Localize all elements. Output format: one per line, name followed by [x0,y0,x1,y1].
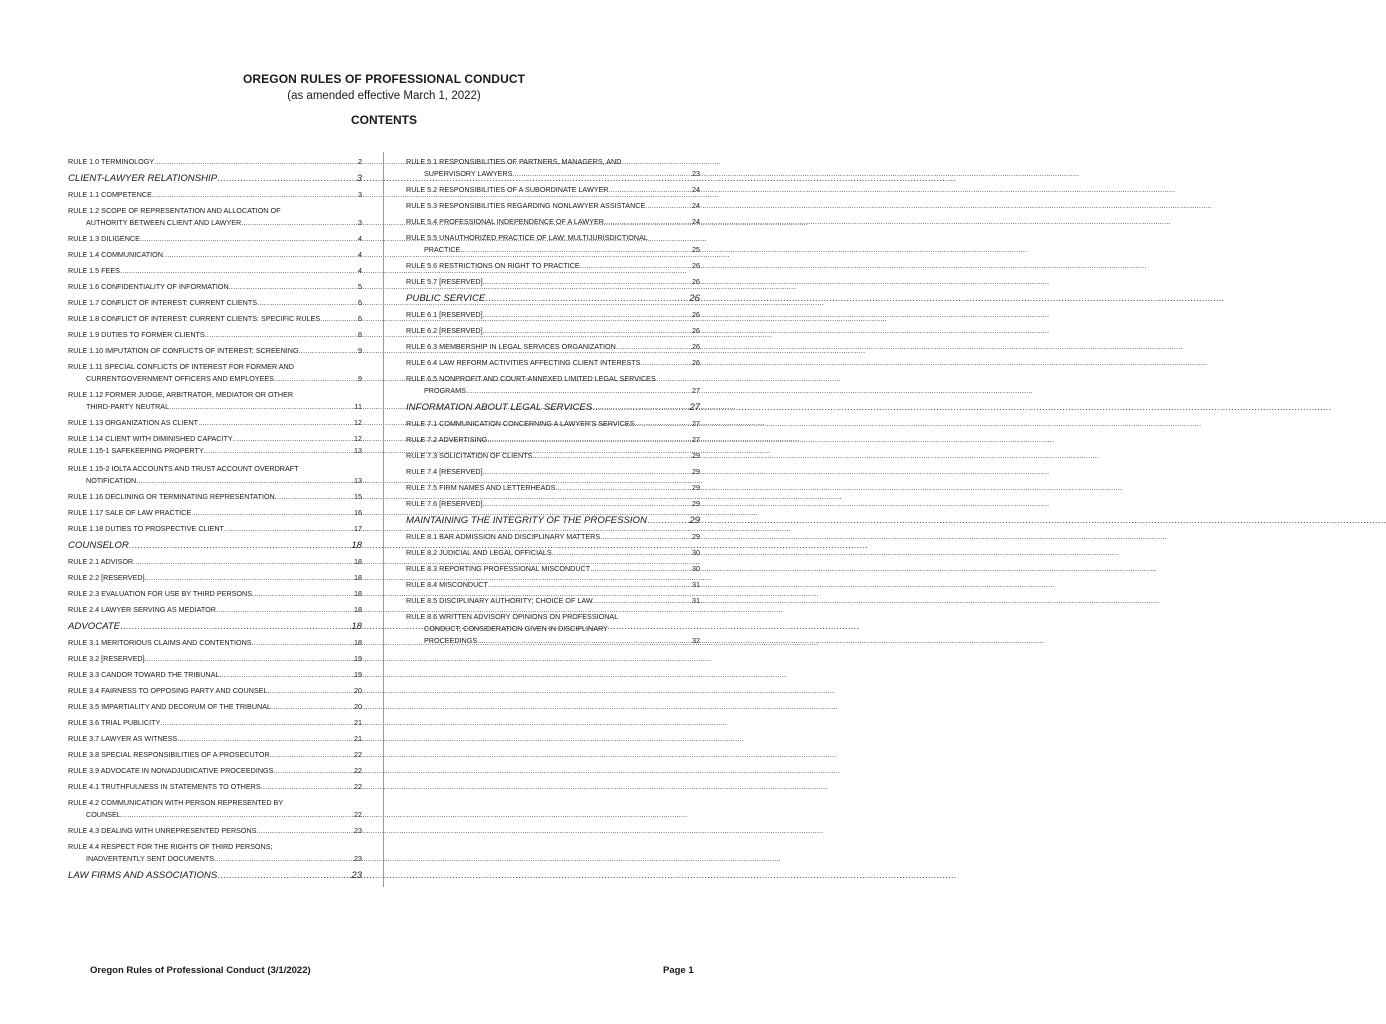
toc-page-number: 16 [354,508,362,517]
toc-entry-text: RULE 8.5 DISCIPLINARY AUTHORITY; CHOICE OF LAW [406,596,593,605]
dot-leader [133,556,353,568]
toc-entry-text: MAINTAINING THE INTEGRITY OF THE PROFESSION [406,515,647,526]
toc-entry[interactable] [68,701,362,713]
dot-leader [120,265,357,277]
dot-leader [205,329,357,341]
toc-entry[interactable] [406,579,700,591]
column-divider [383,152,384,887]
document-subtitle: (as amended effective March 1, 2022) [287,90,481,102]
dot-leader [252,637,353,649]
dot-leader [485,292,688,305]
dot-leader [483,466,691,478]
toc-entry-text: RULE 5.2 RESPONSIBILITIES OF A SUBORDINATE LAWYER [406,185,609,194]
toc-entry-text: ADVOCATE [68,621,121,632]
toc-entry[interactable] [68,249,362,261]
toc-page-number: 2 [358,157,362,166]
toc-entry[interactable] [406,184,700,196]
dot-leader [261,781,353,793]
toc-entry-text: THIRD-PARTY NEUTRAL [86,402,170,411]
toc-page-number: 3 [358,190,362,199]
toc-entry[interactable] [406,276,700,288]
toc-entry-text: RULE 5.6 RESTRICTIONS ON RIGHT TO PRACTICE [406,261,580,270]
toc-entry-text: RULE 6.3 MEMBERSHIP IN LEGAL SERVICES ORGANIZATION [406,342,616,351]
dot-leader [219,669,353,681]
toc-entry-text: RULE 7.2 ADVERTISING [406,435,488,444]
toc-entry[interactable] [68,653,362,665]
dot-leader [590,563,691,575]
toc-entry-text: RULE 2.2 [RESERVED] [68,573,145,582]
document-title: OREGON RULES OF PROFESSIONAL CONDUCT [242,72,526,86]
toc-page-number: 25 [692,245,700,254]
toc-entry-text: RULE 1.2 SCOPE OF REPRESENTATION AND ALLOCATION OF [68,206,281,215]
toc-page-number: 18 [354,605,362,614]
toc-entry[interactable] [68,265,362,277]
toc-right-column [406,156,700,651]
dot-leader [145,653,353,665]
toc-page-number: 18 [354,573,362,582]
toc-entry[interactable] [68,781,362,793]
dot-leader [217,869,350,882]
toc-entry[interactable] [68,765,362,777]
toc-page-number: 26 [692,342,700,351]
toc-page-number: 17 [354,524,362,533]
toc-entry[interactable] [406,547,700,559]
toc-section-heading[interactable] [406,514,700,527]
dot-leader [152,189,357,201]
dot-leader [252,588,353,600]
toc-page-number: 19 [354,670,362,679]
toc-page-number: 29 [692,483,700,492]
toc-page-number: 30 [692,548,700,557]
toc-entry-text: RULE 1.15-2 IOLTA ACCOUNTS AND TRUST ACCOUNT OVERDRAFT [68,464,299,473]
toc-page-number: 18 [354,557,362,566]
toc-entry-text: RULE 1.14 CLIENT WITH DIMINISHED CAPACITY [68,434,233,443]
dot-leader [257,297,357,309]
dot-leader [121,809,353,821]
toc-entry[interactable] [68,189,362,201]
dot-leader [267,685,353,697]
toc-entry-text: RULE 4.2 COMMUNICATION WITH PERSON REPRESENTED BY [68,798,284,807]
dot-leader [275,491,353,503]
dot-leader [273,765,353,777]
toc-page-number: 13 [354,446,362,455]
toc-section-heading[interactable] [406,401,700,414]
dot-leader [609,184,691,196]
toc-page-number: 29 [692,451,700,460]
dot-leader [241,217,357,229]
dot-leader [140,233,357,245]
toc-entry-text: RULE 2.4 LAWYER SERVING AS MEDIATOR [68,605,216,614]
toc-entry[interactable] [406,450,700,462]
toc-page-number: 5 [358,282,362,291]
toc-entry-text: RULE 8.3 REPORTING PROFESSIONAL MISCONDUCT [406,564,591,573]
toc-entry-text: RULE 3.4 FAIRNESS TO OPPOSING PARTY AND COUNSEL [68,686,268,695]
toc-entry-text: RULE 3.9 ADVOCATE IN NONADJUDICATIVE PROCEEDINGS [68,766,274,775]
toc-page-number: 4 [358,234,362,243]
toc-entry[interactable] [68,463,362,487]
toc-entry-text: RULE 5.3 RESPONSIBILITIES REGARDING NONLAWYER ASSISTANCE [406,201,646,210]
toc-page-number: 29 [692,499,700,508]
dot-leader [216,604,353,616]
toc-entry-text: RULE 5.7 [RESERVED] [406,277,483,286]
toc-page-number: 26 [689,293,700,304]
toc-entry[interactable] [406,232,700,256]
toc-page-number: 22 [354,782,362,791]
toc-entry-text: RULE 1.3 DILIGENCE [68,234,140,243]
toc-entry[interactable] [406,341,700,353]
toc-section-heading[interactable] [68,172,362,185]
toc-page-number: 23 [351,870,362,881]
toc-entry-text: RULE 6.1 [RESERVED] [406,310,483,319]
toc-page-number: 22 [354,810,362,819]
dot-leader [271,701,353,713]
footer-document-name: Oregon Rules of Professional Conduct (3/1/2022) [90,965,311,976]
toc-entry-text: RULE 1.16 DECLINING OR TERMINATING REPRESENTATION [68,492,275,501]
dot-leader [460,244,691,256]
toc-page-number: 31 [692,596,700,605]
toc-page-number: 21 [354,734,362,743]
toc-entry[interactable] [68,825,362,837]
toc-entry-text: RULE 1.9 DUTIES TO FORMER CLIENTS [68,330,205,339]
toc-entry[interactable] [406,498,700,510]
toc-page-number: 4 [358,266,362,275]
dot-leader [555,482,691,494]
toc-entry[interactable] [68,297,362,309]
toc-entry[interactable] [406,309,700,321]
toc-entry-text: RULE 5.1 RESPONSIBILITIES OF PARTNERS, MANAGERS, AND [406,157,622,166]
toc-page-number: 26 [692,277,700,286]
toc-page-number: 31 [692,580,700,589]
toc-page-number: 26 [692,358,700,367]
toc-left-column [68,156,362,886]
toc-entry[interactable] [406,156,700,180]
toc-section-heading[interactable] [68,539,362,552]
toc-entry-text: CONDUCT; CONSIDERATION GIVEN IN DISCIPLINARY [424,624,608,633]
toc-page-number: 26 [692,326,700,335]
dot-leader [593,595,691,607]
toc-entry-text: INADVERTENTLY SENT DOCUMENTS [86,854,215,863]
toc-entry[interactable] [68,669,362,681]
toc-entry[interactable] [68,572,362,584]
toc-entry[interactable] [68,685,362,697]
toc-entry[interactable] [68,433,362,445]
toc-entry-text: RULE 5.4 PROFESSIONAL INDEPENDENCE OF A LAWYER [406,217,604,226]
toc-entry-text: RULE 6.4 LAW REFORM ACTIVITIES AFFECTING CLIENT INTERESTS [406,358,641,367]
dot-leader [229,281,357,293]
toc-page-number: 22 [354,750,362,759]
toc-page-number: 8 [358,330,362,339]
toc-page-number: 32 [692,636,700,645]
dot-leader [270,749,353,761]
toc-entry-text: RULE 1.12 FORMER JUDGE, ARBITRATOR, MEDIATOR OR OTHER [68,390,294,399]
dot-leader [204,445,353,457]
toc-entry-text: RULE 1.15-1 SAFEKEEPING PROPERTY [68,446,204,455]
toc-page-number: 24 [692,217,700,226]
toc-entry[interactable] [68,841,362,865]
toc-entry[interactable] [68,637,362,649]
toc-entry-text: RULE 3.8 SPECIAL RESPONSIBILITIES OF A PROSECUTOR [68,750,270,759]
toc-entry-text: RULE 7.5 FIRM NAMES AND LETTERHEADS [406,483,556,492]
toc-entry-text: RULE 1.11 SPECIAL CONFLICTS OF INTEREST FOR FORMER AND [68,362,294,371]
toc-page-number: 24 [692,185,700,194]
dot-leader [647,514,688,527]
toc-page-number: 29 [692,532,700,541]
dot-leader [120,620,350,633]
toc-entry[interactable] [68,361,362,385]
dot-leader [483,276,691,288]
toc-entry-text: RULE 2.1 ADVISOR [68,557,134,566]
contents-heading: CONTENTS [351,113,417,127]
toc-entry-text: RULE 4.3 DEALING WITH UNREPRESENTED PERSONS [68,826,257,835]
toc-entry-text: LAW FIRMS AND ASSOCIATIONS [68,870,218,881]
toc-entry-text: RULE 8.2 JUDICIAL AND LEGAL OFFICIALS [406,548,552,557]
dot-leader [160,717,353,729]
toc-entry-text: RULE 1.10 IMPUTATION OF CONFLICTS OF INTEREST; SCREENING [68,346,299,355]
toc-entry-text: RULE 7.3 SOLICITATION OF CLIENTS [406,451,533,460]
toc-page-number: 18 [351,621,362,632]
toc-entry-text: SUPERVISORY LAWYERS [424,169,513,178]
dot-leader [483,498,691,510]
toc-entry[interactable] [406,418,700,430]
toc-entry-text: RULE 1.13 ORGANIZATION AS CLIENT [68,418,199,427]
toc-entry-text: PRACTICE [424,245,461,254]
toc-entry[interactable] [406,482,700,494]
dot-leader [129,539,351,552]
toc-page-number: 27 [692,435,700,444]
footer-page-number: Page 1 [663,965,694,976]
toc-entry[interactable] [406,357,700,369]
toc-page-number: 26 [692,261,700,270]
toc-page-number: 23 [354,826,362,835]
toc-entry[interactable] [68,491,362,503]
toc-entry-text: RULE 3.7 LAWYER AS WITNESS [68,734,178,743]
toc-entry-text: RULE 5.5 UNAUTHORIZED PRACTICE OF LAW; MULTIJURISDICTIONAL [406,233,648,242]
dot-leader [512,168,691,180]
dot-leader [198,417,353,429]
dot-leader [177,733,353,745]
toc-page-number: 18 [351,540,362,551]
toc-entry-text: RULE 1.5 FEES [68,266,120,275]
toc-entry[interactable] [406,531,700,543]
dot-leader [217,172,356,185]
toc-entry-text: PROGRAMS [424,386,466,395]
dot-leader [580,260,691,272]
toc-entry-text: RULE 1.1 COMPETENCE [68,190,152,199]
dot-leader [257,825,353,837]
toc-entry-text: RULE 3.2 [RESERVED] [68,654,145,663]
toc-page-number: 23 [692,169,700,178]
toc-page-number: 12 [354,418,362,427]
toc-entry-text: RULE 1.4 COMMUNICATION [68,250,163,259]
toc-page-number: 27 [689,402,700,413]
toc-entry-text: AUTHORITY BETWEEN CLIENT AND LAWYER [86,218,242,227]
toc-entry[interactable] [68,604,362,616]
toc-entry[interactable] [68,205,362,229]
dot-leader [136,475,353,487]
toc-entry-text: CLIENT-LAWYER RELATIONSHIP [68,173,218,184]
toc-entry-text: RULE 3.6 TRIAL PUBLICITY [68,718,161,727]
toc-entry-text: PUBLIC SERVICE [406,293,486,304]
dot-leader [163,249,357,261]
dot-leader [532,450,691,462]
dot-leader [169,401,353,413]
dot-leader [154,156,357,168]
dot-leader [274,373,357,385]
toc-entry[interactable] [406,434,700,446]
dot-leader [616,341,691,353]
dot-leader [488,579,691,591]
toc-entry-text: PROCEEDINGS [424,636,478,645]
toc-page-number: 20 [354,686,362,695]
toc-entry-text: COUNSEL [86,810,121,819]
dot-leader [224,523,353,535]
toc-page-number: 6 [358,314,362,323]
toc-page-number: 18 [354,638,362,647]
toc-page-number: 13 [354,476,362,485]
toc-entry-text: RULE 3.1 MERITORIOUS CLAIMS AND CONTENTIONS [68,638,252,647]
toc-page-number: 20 [354,702,362,711]
toc-entry[interactable] [68,445,362,457]
toc-entry-text: NOTIFICATION [86,476,137,485]
toc-entry-text: RULE 8.1 BAR ADMISSION AND DISCIPLINARY MATTERS [406,532,601,541]
toc-entry[interactable] [68,556,362,568]
toc-entry[interactable] [406,260,700,272]
toc-entry-text: RULE 7.1 COMMUNICATION CONCERNING A LAWYER'S SERVICES [406,419,635,428]
toc-page-number: 3 [358,218,362,227]
toc-entry[interactable] [406,595,700,607]
toc-entry[interactable] [68,313,362,325]
toc-entry[interactable] [406,373,700,397]
toc-page-number: 3 [356,173,362,184]
toc-page-number: 6 [358,298,362,307]
toc-entry-text: RULE 3.3 CANDOR TOWARD THE TRIBUNAL [68,670,220,679]
toc-entry[interactable] [68,523,362,535]
toc-page-number: 29 [689,515,700,526]
dot-leader [487,434,691,446]
toc-entry-text: RULE 1.0 TERMINOLOGY [68,157,155,166]
toc-entry-text: COUNSELOR [68,540,129,551]
dot-leader [635,418,692,430]
toc-entry[interactable] [68,733,362,745]
toc-page-number: 4 [358,250,362,259]
toc-entry[interactable] [68,156,362,168]
dot-leader [214,853,353,865]
toc-entry[interactable] [68,588,362,600]
toc-section-heading[interactable] [406,292,700,305]
toc-page-number: 19 [354,654,362,663]
toc-entry[interactable] [406,200,700,212]
toc-entry-text: RULE 6.5 NONPROFIT AND COURT-ANNEXED LIMITED LEGAL SERVICES [406,374,656,383]
toc-entry[interactable] [68,749,362,761]
dot-leader [600,531,691,543]
toc-entry[interactable] [68,281,362,293]
toc-entry-text: RULE 2.3 EVALUATION FOR USE BY THIRD PERSONS [68,589,252,598]
toc-entry-text: INFORMATION ABOUT LEGAL SERVICES [406,402,593,413]
toc-entry-text: RULE 4.4 RESPECT FOR THE RIGHTS OF THIRD PERSONS; [68,842,273,851]
toc-entry[interactable] [68,507,362,519]
dot-leader [191,507,353,519]
dot-leader [477,635,691,647]
dot-leader [592,401,688,414]
dot-leader [640,357,691,369]
toc-section-heading[interactable] [68,869,362,882]
toc-entry-text: RULE 1.8 CONFLICT OF INTEREST: CURRENT CLIENTS: SPECIFIC RULES [68,314,321,323]
toc-page-number: 11 [354,402,362,411]
toc-entry-text: CURRENTGOVERNMENT OFFICERS AND EMPLOYEES [86,374,274,383]
toc-section-heading[interactable] [68,620,362,633]
toc-entry-text: RULE 1.17 SALE OF LAW PRACTICE [68,508,192,517]
toc-entry[interactable] [406,563,700,575]
toc-page-number: 27 [692,419,700,428]
dot-leader [233,433,353,445]
toc-entry[interactable] [68,389,362,413]
dot-leader [299,345,357,357]
dot-leader [320,313,357,325]
dot-leader [483,309,691,321]
toc-page-number: 27 [692,386,700,395]
toc-page-number: 26 [692,310,700,319]
toc-page-number: 30 [692,564,700,573]
dot-leader [645,200,691,212]
dot-leader [145,572,353,584]
toc-entry-text: RULE 4.1 TRUTHFULNESS IN STATEMENTS TO OTHERS [68,782,261,791]
toc-page-number: 21 [354,718,362,727]
dot-leader [466,385,691,397]
toc-page-number: 18 [354,589,362,598]
dot-leader [483,325,691,337]
toc-page-number: 12 [354,434,362,443]
toc-entry[interactable] [406,325,700,337]
toc-entry-text: RULE 8.6 WRITTEN ADVISORY OPINIONS ON PROFESSIONAL [406,612,619,621]
toc-entry-text: RULE 7.6 [RESERVED] [406,499,483,508]
toc-entry[interactable] [68,797,362,821]
toc-page-number: 9 [358,346,362,355]
toc-entry[interactable] [68,345,362,357]
dot-leader [604,216,691,228]
toc-entry-text: RULE 8.4 MISCONDUCT [406,580,488,589]
toc-page-number: 24 [692,201,700,210]
toc-entry-text: RULE 7.4 [RESERVED] [406,467,483,476]
toc-page-number: 29 [692,467,700,476]
toc-entry[interactable] [406,466,700,478]
toc-entry[interactable] [68,233,362,245]
toc-entry[interactable] [68,417,362,429]
toc-entry-text: RULE 1.18 DUTIES TO PROSPECTIVE CLIENT [68,524,224,533]
toc-entry-text: RULE 3.5 IMPARTIALITY AND DECORUM OF THE TRIBUNAL [68,702,272,711]
toc-entry-text: RULE 6.2 [RESERVED] [406,326,483,335]
toc-entry[interactable] [406,611,700,647]
toc-entry[interactable] [68,717,362,729]
toc-entry-text: RULE 1.6 CONFIDENTIALITY OF INFORMATION [68,282,229,291]
toc-page-number: 15 [354,492,362,501]
toc-page-number: 23 [354,854,362,863]
dot-leader [552,547,691,559]
toc-page-number: 9 [358,374,362,383]
toc-entry[interactable] [68,329,362,341]
toc-entry[interactable] [406,216,700,228]
toc-entry-text: RULE 1.7 CONFLICT OF INTEREST: CURRENT CLIENTS [68,298,258,307]
toc-page-number: 22 [354,766,362,775]
